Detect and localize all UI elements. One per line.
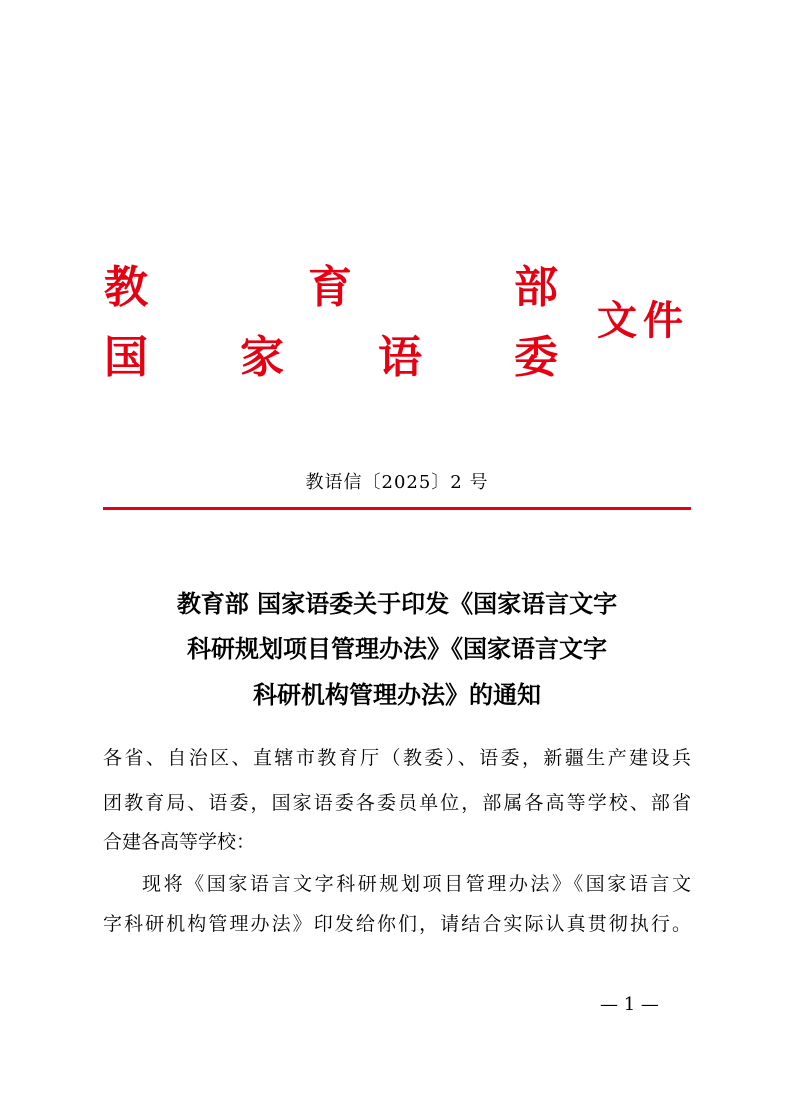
recipients-line: 各省、自治区、直辖市教育厅（教委）、语委，新疆生产建设兵 <box>103 747 691 769</box>
body-line: 现将《国家语言文字科研规划项目管理办法》《国家语言文 <box>142 873 691 895</box>
issuer-char: 部 <box>514 262 558 313</box>
issuer-char: 国 <box>104 332 148 383</box>
issuer-char: 家 <box>240 332 284 383</box>
issuer-char: 语 <box>378 332 422 383</box>
title-line: 科研规划项目管理办法》《国家语言文字 <box>187 635 607 663</box>
issuer-char: 委 <box>514 332 558 383</box>
document-number: 教语信〔2025〕2 号 <box>305 472 489 493</box>
title-line: 科研机构管理办法》的通知 <box>253 681 541 709</box>
recipients-line: 合建各高等学校： <box>103 831 256 853</box>
title-line: 教育部 国家语委关于印发《国家语言文字 <box>176 590 618 618</box>
page-number: — 1 — <box>600 994 659 1015</box>
issuer-suffix: 文件 <box>597 297 689 344</box>
recipients-line: 团教育局、语委，国家语委各委员单位，部属各高等学校、部省 <box>103 792 691 814</box>
red-separator-line <box>103 507 691 510</box>
issuer-char: 教 <box>104 262 148 313</box>
body-line: 字科研机构管理办法》印发给你们，请结合实际认真贯彻执行。 <box>103 913 691 935</box>
issuer-char: 育 <box>308 262 352 313</box>
